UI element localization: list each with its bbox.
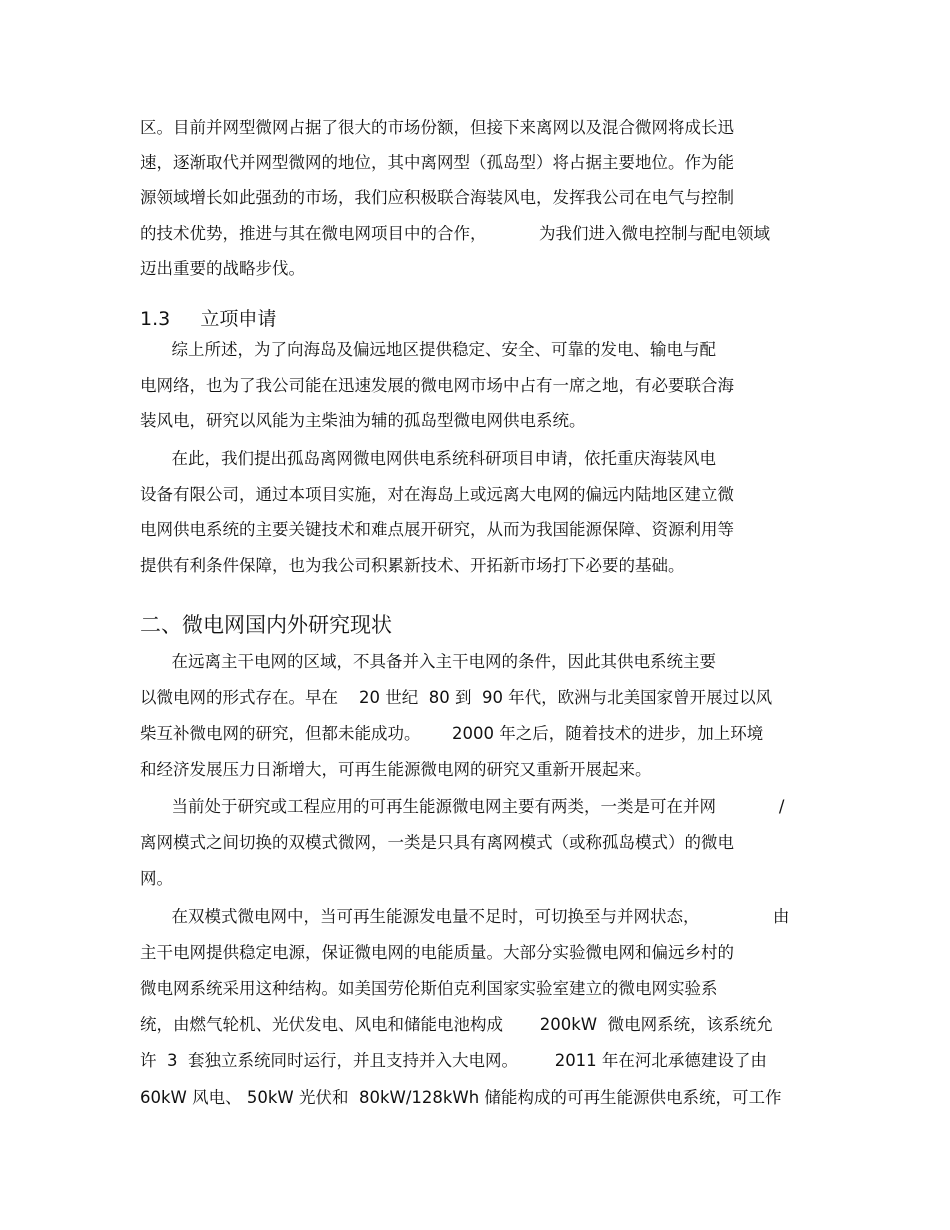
text-line: 60kW 风电、 50kW 光伏和 80kW/128kWh 储能构成的可再生能源供电系统，可工作 [140, 1088, 782, 1107]
text-line: 当前处于研究或工程应用的可再生能源微电网主要有两类，一类是可在并网 / [140, 797, 785, 816]
text-line: 电网供电系统的主要关键技术和难点展开研究，从而为我国能源保障、资源利用等 [140, 520, 734, 539]
text-line: 许 3 套独立系统同时运行，并且支持并入大电网。 2011 年在河北承德建设了由 [140, 1051, 767, 1070]
text-line: 区。目前并网型微网占据了很大的市场份额，但接下来离网以及混合微网将成长迅 [140, 118, 734, 137]
text-line: 在双模式微电网中，当可再生能源发电量不足时，可切换至与并网状态， 由 [140, 907, 790, 926]
text-line: 设备有限公司，通过本项目实施，对在海岛上或远离大电网的偏远内陆地区建立微 [140, 485, 734, 504]
text-line: 主干电网提供稳定电源，保证微电网的电能质量。大部分实验微电网和偏远乡村的 [140, 943, 734, 962]
text-line: 网。 [140, 869, 173, 888]
text-line: 统，由燃气轮机、光伏发电、风电和储能电池构成 200kW 微电网系统，该系统允 [140, 1015, 773, 1034]
text-line: 装风电，研究以风能为主柴油为辅的孤岛型微电网供电系统。 [140, 411, 586, 430]
text-line: 源领域增长如此强劲的市场，我们应积极联合海装风电，发挥我公司在电气与控制 [140, 188, 734, 207]
text-line: 柴互补微电网的研究，但都未能成功。 2000 年之后，随着技术的进步，加上环境 [140, 724, 764, 743]
text-line: 的技术优势，推进与其在微电网项目中的合作， 为我们进入微电控制与配电领域 [140, 224, 770, 243]
text-line: 微电网系统采用这种结构。如美国劳伦斯伯克利国家实验室建立的微电网实验系 [140, 979, 718, 998]
text-line: 离网模式之间切换的双模式微网，一类是只具有离网模式（或称孤岛模式）的微电 [140, 833, 734, 852]
text-line: 以微电网的形式存在。早在 20 世纪 80 到 90 年代，欧洲与北美国家曾开展过以风 [140, 688, 773, 707]
text-line: 迈出重要的战略步伐。 [140, 259, 305, 278]
text-line: 和经济发展压力日渐增大，可再生能源微电网的研究又重新开展起来。 [140, 760, 652, 779]
text-line: 速，逐渐取代并网型微网的地位，其中离网型（孤岛型）将占据主要地位。作为能 [140, 153, 734, 172]
text-line: 提供有利条件保障，也为我公司积累新技术、开拓新市场打下必要的基础。 [140, 556, 685, 575]
section-heading-2: 二、微电网国内外研究现状 [140, 613, 392, 637]
text-line: 在此，我们提出孤岛离网微电网供电系统科研项目申请，依托重庆海装风电 [140, 449, 716, 468]
text-line: 在远离主干电网的区域，不具备并入主干电网的条件，因此其供电系统主要 [140, 652, 716, 671]
text-line: 综上所述，为了向海岛及偏远地区提供稳定、安全、可靠的发电、输电与配 [140, 340, 716, 359]
section-heading-1-3: 1.3 立项申请 [140, 308, 277, 330]
text-line: 电网络，也为了我公司能在迅速发展的微电网市场中占有一席之地，有必要联合海 [140, 376, 734, 395]
